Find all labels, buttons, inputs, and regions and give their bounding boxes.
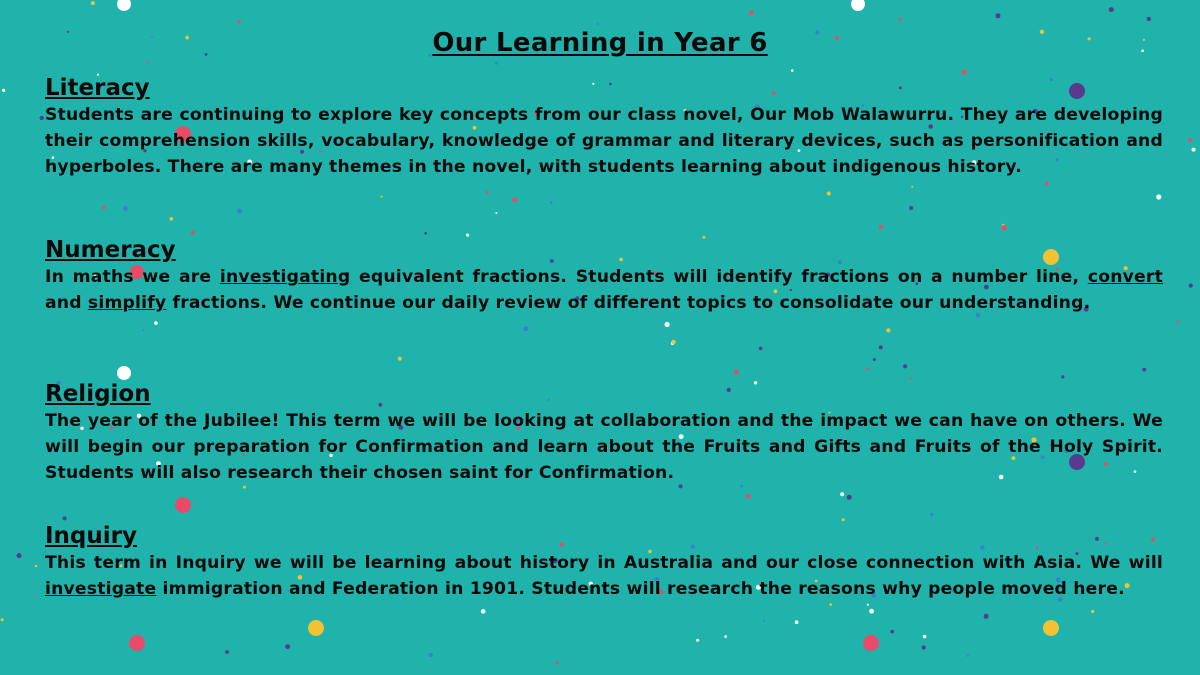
body-text: This term in Inquiry we will be learning about history in Australia and our close connection with Asia. We will [45, 553, 1163, 573]
section-body-religion: The year of the Jubilee! This term we will be looking at collaboration and the impact we can have on others. We will begin our preparation for Confirmation and learn about the Fruits and Gifts and Fruits of the Holy Spirit. Students will also research their chosen saint for Confirmation. [45, 411, 1163, 483]
underlined-word: investigating [219, 267, 351, 287]
section-religion [45, 380, 1163, 486]
body-text: equivalent fractions. Students will identify fractions on a number line, [350, 267, 1088, 287]
section-heading-numeracy: Numeracy [45, 237, 176, 263]
underlined-word: convert [1087, 267, 1163, 287]
body-text: In maths we are [45, 267, 220, 287]
page-title: Our Learning in Year 6 [432, 28, 768, 58]
body-text: fractions. We continue our daily review of different topics to consolidate our understanding. [166, 293, 1091, 313]
section-literacy [45, 74, 1163, 180]
section-body-numeracy [45, 264, 1163, 316]
section-body-literacy: Students are continuing to explore key concepts from our class novel, Our Mob Walawurru. They are developing their comprehension skills, vocabulary, knowledge of grammar and literary devices, such as personification and hyperboles. There are many themes in the novel, with students learning about indigenous history. [45, 105, 1163, 177]
underlined-word: investigate [45, 579, 157, 599]
section-heading-religion: Religion [45, 381, 151, 407]
body-text: immigration and Federation in 1901. Students will research the reasons why people moved here. [156, 579, 1125, 599]
underlined-word: simplify [87, 293, 167, 313]
section-heading-literacy: Literacy [45, 75, 150, 101]
section-numeracy [45, 236, 1163, 316]
body-text: and [45, 293, 88, 313]
section-inquiry [45, 522, 1163, 602]
section-body-inquiry [45, 550, 1163, 602]
section-heading-inquiry: Inquiry [45, 523, 137, 549]
